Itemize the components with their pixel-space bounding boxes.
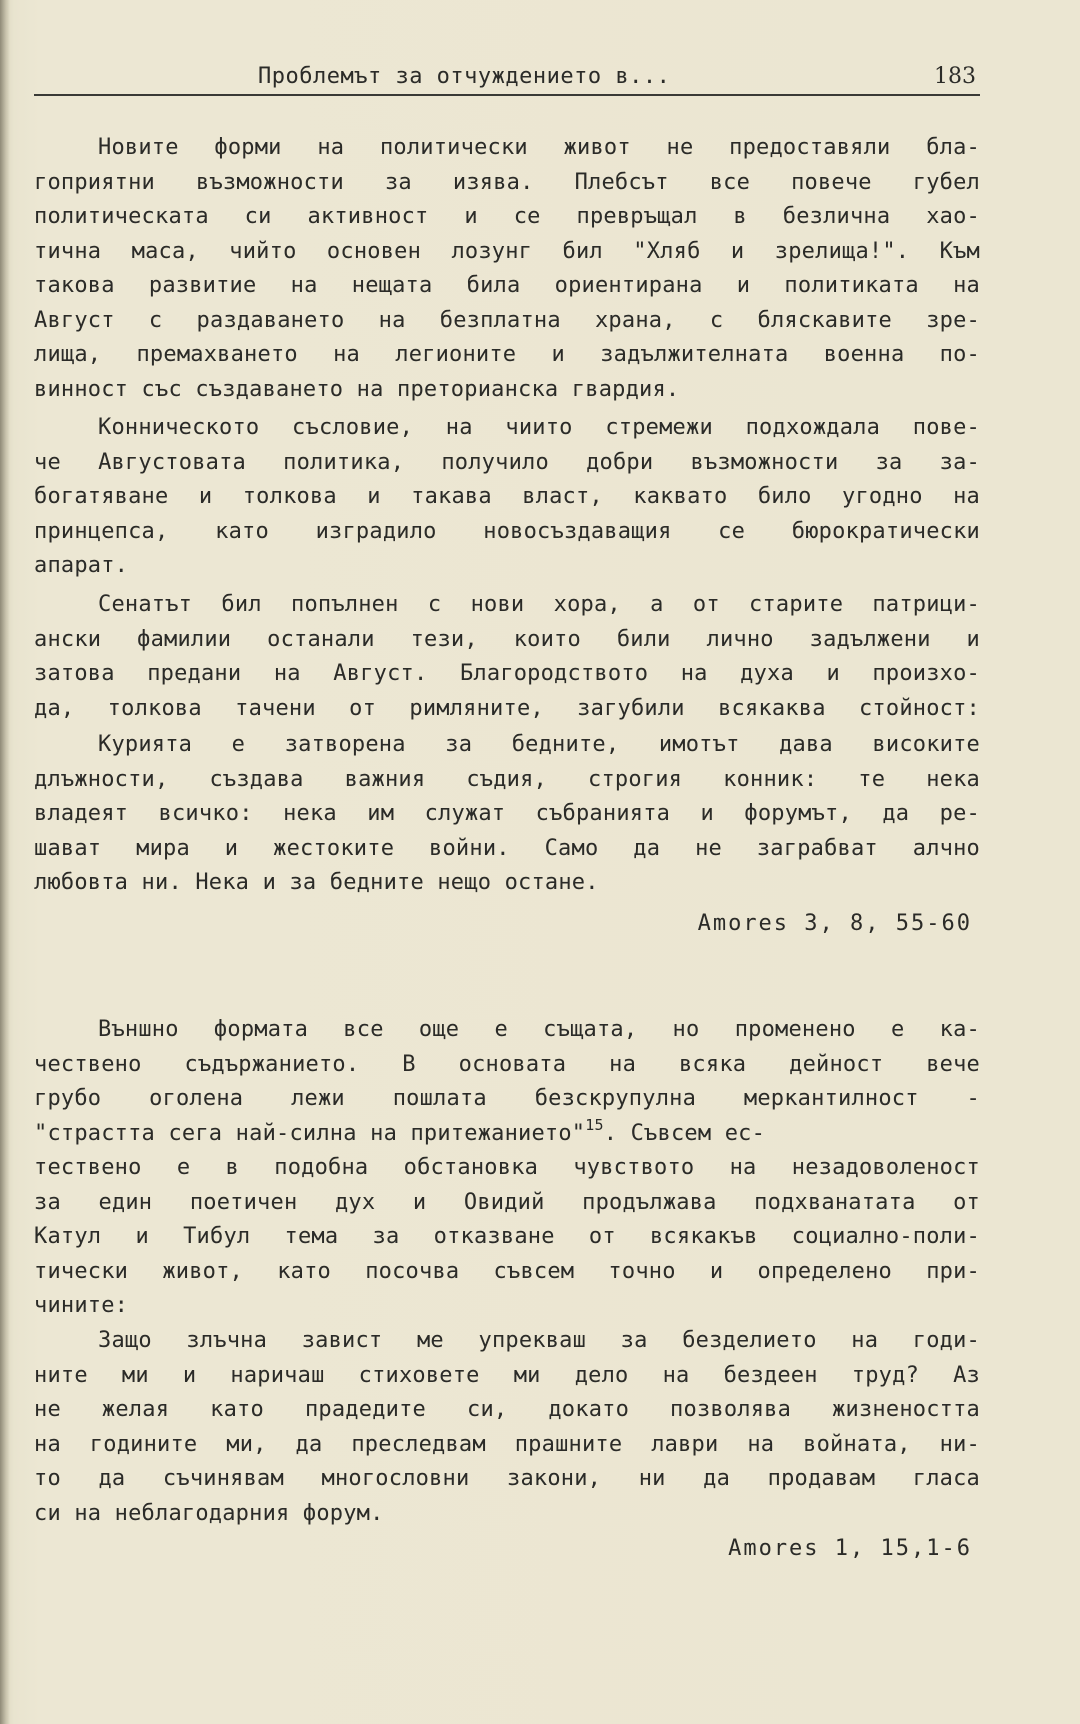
- citation-2: Amores 1, 15,1-6: [728, 1536, 972, 1561]
- text-line: длъжности, създава важния съдия, строгия конник: те нека: [34, 766, 980, 792]
- text-line: грубо оголена лежи пошлата безскрупулна меркантилност -: [34, 1086, 980, 1111]
- text-line: затова предани на Август. Благородството на духа и произхо-: [34, 661, 980, 686]
- text-line: чините:: [34, 1293, 129, 1318]
- quote-1: [34, 728, 980, 901]
- citation-1: Amores 3, 8, 55-60: [697, 911, 972, 936]
- text-line: любовта ни. Нека и за бедните нещо остане.: [34, 870, 599, 895]
- text-line: принцепса, като изградило новосъздаващия се бюрократически: [34, 518, 980, 544]
- page-binding-shadow: [0, 0, 10, 1724]
- text-line: тествено е в подобна обстановка чувството на незадоволеност: [34, 1155, 980, 1180]
- text-line: политическата си активност и се превръщал в безлична хао-: [34, 204, 980, 229]
- text-line: Курията е затворена за бедните, имотът дава високите: [98, 732, 980, 757]
- text-line: гоприятни възможности за изява. Плебсът все повече губел: [34, 169, 980, 195]
- text-line: владеят всичко: нека им служат събранията и форумът, да ре-: [34, 801, 980, 826]
- text-line: не желая като прадедите си, докато позволява жизнеността: [34, 1397, 980, 1422]
- text-line: за един поетичен дух и Овидий продължава подхванатата от: [34, 1189, 980, 1215]
- text-line: Конническото съсловие, на чиито стремежи подхождала пове-: [98, 415, 980, 440]
- text-line-with-footnote: [34, 1117, 980, 1152]
- text-line: Сенатът бил попълнен с нови хора, а от старите патрици-: [98, 592, 980, 617]
- text-line: то да съчинявам многословни закони, ни да продавам гласа: [34, 1466, 980, 1491]
- text-line: апарат.: [34, 553, 129, 578]
- text-line: чествено съдържанието. В основата на всяка дейност вече: [34, 1051, 980, 1077]
- running-header: [34, 62, 980, 96]
- text-line: Външно формата все още е същата, но променено е ка-: [98, 1017, 980, 1042]
- quote-2: [34, 1324, 980, 1531]
- text-fragment: . Съвсем ес-: [603, 1120, 766, 1146]
- text-line: на годините ми, да преследвам прашните лаври на войната, ни-: [34, 1431, 980, 1457]
- text-line: богатяване и толкова и такава власт, каквато било угодно на: [34, 484, 980, 509]
- page-number: 183: [934, 64, 976, 89]
- text-line: шават мира и жестоките войни. Само да не заграбват алчно: [34, 835, 980, 861]
- text-line: си на неблагодарния форум.: [34, 1500, 384, 1526]
- text-line: тически живот, като посочва съвсем точно и определено при-: [34, 1258, 980, 1284]
- text-line: тична маса, чийто основен лозунг бил "Хляб и зрелища!". Към: [34, 238, 980, 264]
- text-line: лища, премахването на легионите и задължителната военна по-: [34, 342, 980, 367]
- text-line: винност със създаването на преторианска гвардия.: [34, 376, 680, 402]
- text-line: да, толкова тачени от римляните, загубили всякаква стойност:: [34, 695, 980, 721]
- text-line: Защо злъчна завист ме упрекваш за безделието на годи-: [98, 1328, 980, 1353]
- paragraph-3: [34, 588, 980, 726]
- paragraph-1: [34, 131, 980, 407]
- text-line: Катул и Тибул тема за отказване от всякакъв социално-поли-: [34, 1224, 980, 1249]
- quoted-phrase: "страстта сега най-силна на притежанието": [34, 1120, 586, 1146]
- text-line: ните ми и наричаш стиховете ми дело на бездеен труд? Аз: [34, 1362, 980, 1388]
- text-line: Август с раздаването на безплатна храна, с бляскавите зре-: [34, 307, 980, 333]
- footnote-reference[interactable]: 15: [585, 1115, 604, 1134]
- running-title: Проблемът за отчуждението в...: [258, 64, 671, 89]
- text-line: че Августовата политика, получило добри възможности за за-: [34, 449, 980, 475]
- paragraph-2: [34, 411, 980, 584]
- text-line: такова развитие на нещата била ориентирана и политиката на: [34, 273, 980, 298]
- paragraph-4: [34, 1013, 980, 1324]
- text-line: Новите форми на политически живот не предоставяли бла-: [98, 135, 980, 160]
- text-line: ански фамилии останали тези, които били лично задължени и: [34, 626, 980, 652]
